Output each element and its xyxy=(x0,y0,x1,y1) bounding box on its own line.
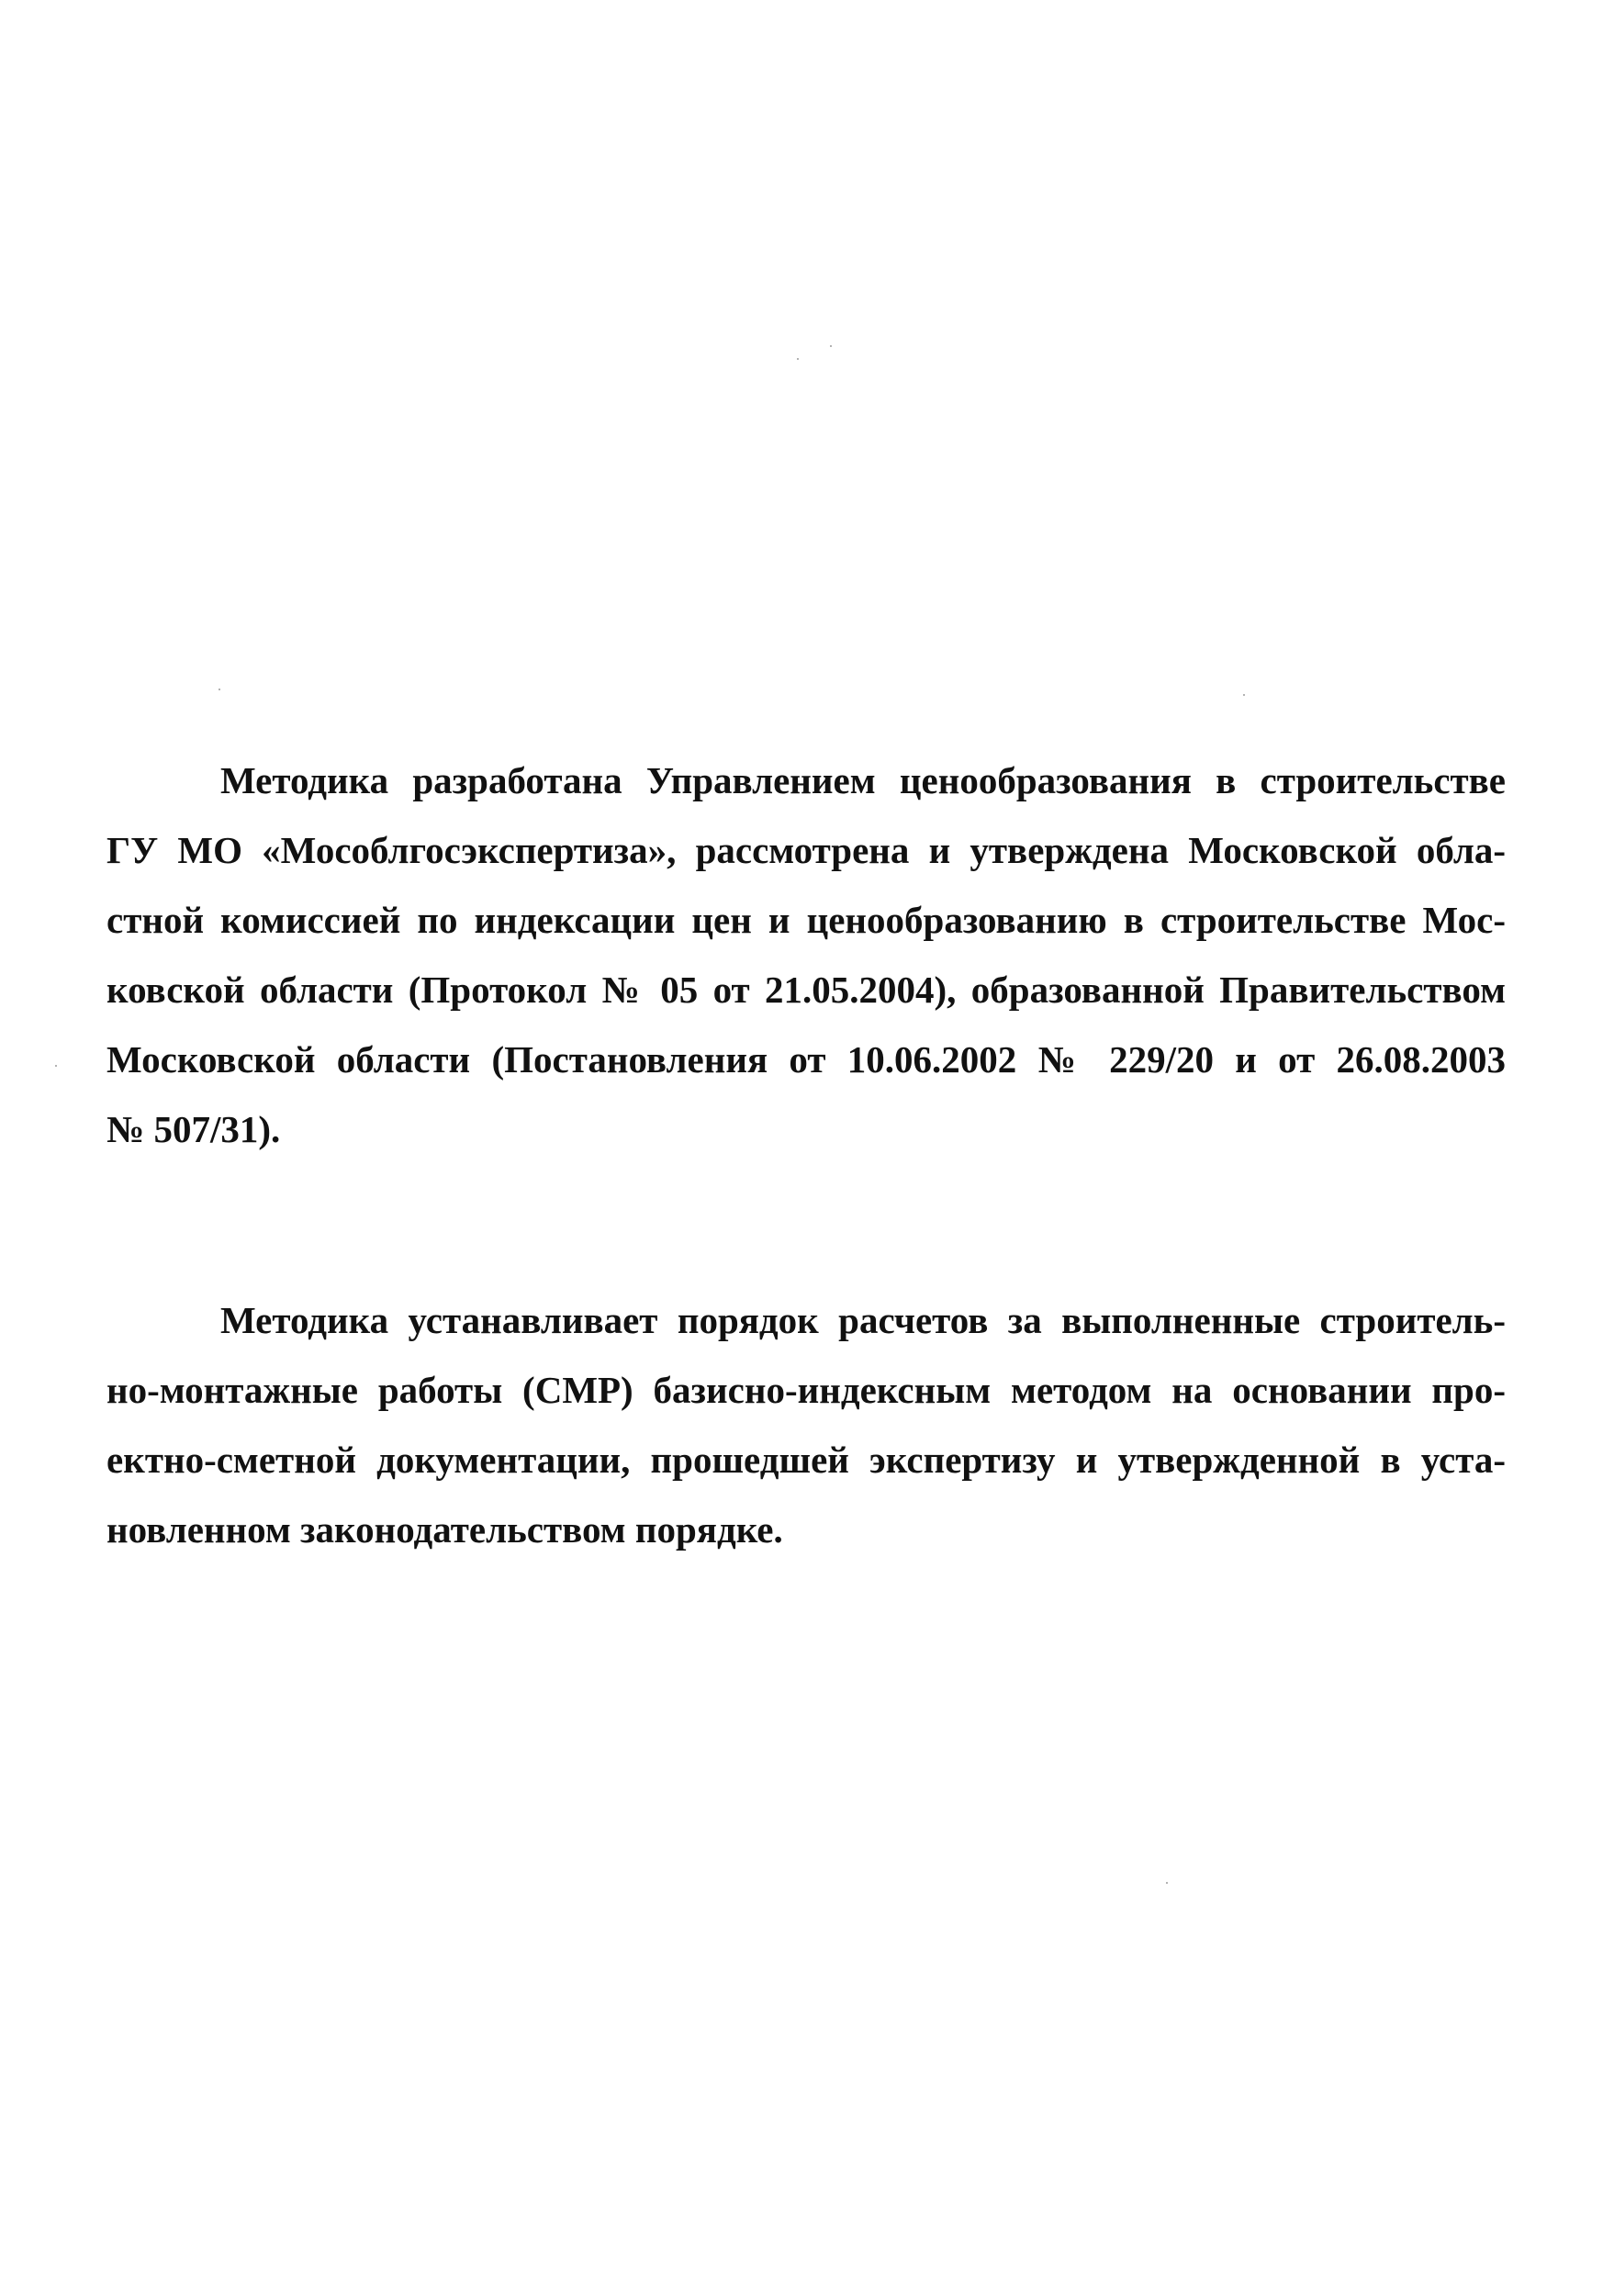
scan-speck xyxy=(1166,1882,1168,1884)
paragraph-line: новленном законодательством порядке. xyxy=(106,1508,783,1551)
paragraph-2 xyxy=(106,1285,1506,1564)
paragraph-line: Методика разработана Управлением ценообразования в строительстве xyxy=(220,759,1506,801)
paragraph-line: стной комиссией по индексации цен и ценообразованию в строительстве Мос- xyxy=(106,899,1506,941)
paragraph-line: № 507/31). xyxy=(106,1108,281,1150)
scan-speck xyxy=(55,1065,57,1067)
scan-speck xyxy=(219,689,220,690)
scan-speck xyxy=(1243,694,1245,696)
paragraph-line: ковской области (Протокол № 05 от 21.05.2004), образованной Правительством xyxy=(106,969,1506,1011)
paragraph-line: ГУ МО «Мособлгосэкспертиза», рассмотрена и утверждена Московской обла- xyxy=(106,829,1506,871)
paragraph-line: Московской области (Постановления от 10.06.2002 № 229/20 и от 26.08.2003 xyxy=(106,1038,1506,1081)
paragraph-line: ектно-сметной документации, прошедшей экспертизу и утвержденной в уста- xyxy=(106,1439,1506,1481)
paragraph-line: но-монтажные работы (СМР) базисно-индексным методом на основании про- xyxy=(106,1369,1506,1411)
scan-speck xyxy=(797,358,799,360)
scan-speck xyxy=(830,345,832,347)
paragraph-line: Методика устанавливает порядок расчетов за выполненные строитель- xyxy=(220,1299,1506,1341)
paragraph-1 xyxy=(106,745,1506,1164)
